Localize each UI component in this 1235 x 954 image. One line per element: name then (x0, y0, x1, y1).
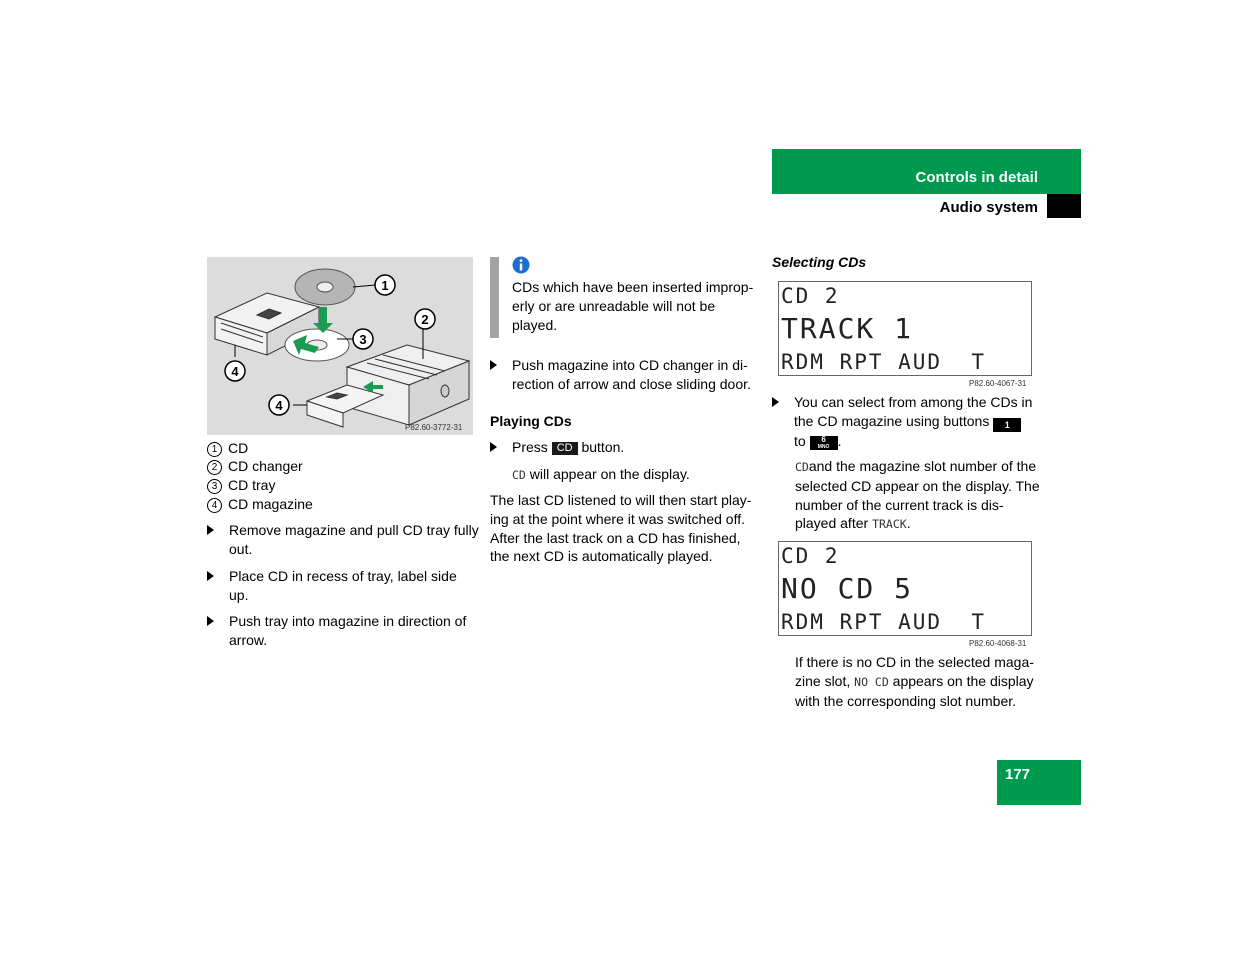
page-number: 177 (1005, 766, 1031, 783)
step-text: arrow. (229, 631, 268, 648)
legend-label: CD changer (228, 458, 303, 474)
info-text (512, 278, 762, 334)
para-line: After the last track on a CD has finished, (490, 529, 741, 546)
legend-label: CD tray (228, 477, 276, 493)
selecting-cds-heading: Selecting CDs (772, 254, 867, 270)
playing-paragraph (490, 491, 762, 566)
cd-disc-drawing (295, 269, 355, 305)
bullet-arrow-icon (207, 616, 214, 626)
step-push-tray (207, 612, 499, 650)
step-text: to (794, 432, 806, 449)
step-text: button. (581, 439, 625, 455)
info-sidebar (490, 257, 499, 338)
para-line: number of the current track is dis- (795, 496, 1004, 513)
selection-paragraph: CDand the magazine slot number of the selected CD appear on the display. The number of the current track is dis- played after TRACK. (795, 457, 1045, 534)
callout-2: 2 (421, 312, 429, 327)
display-code: NO CD (854, 674, 889, 689)
step-text: rection of arrow and close sliding door. (512, 375, 751, 392)
legend-number: 1 (207, 442, 222, 457)
legend-label: CD magazine (228, 496, 313, 512)
figure-code: P82.60-3772-31 (405, 423, 463, 432)
para-line: and the magazine slot number of the (808, 458, 1037, 474)
step-text: You can select from among the CDs in (794, 394, 1033, 410)
step-text: Remove magazine and pull CD tray fully (229, 522, 479, 538)
para-line: played after (795, 515, 869, 532)
subsection-marker (1047, 194, 1081, 218)
step-text: out. (229, 540, 253, 557)
section-title: Controls in detail (915, 169, 1038, 186)
cd-button-key: CD (552, 442, 578, 455)
button-1-key: 1 (993, 418, 1021, 432)
legend-item (207, 457, 303, 476)
bullet-arrow-icon (490, 360, 497, 370)
button-6-key (810, 436, 838, 450)
legend-item (207, 495, 313, 514)
callout-4: 4 (231, 364, 239, 379)
legend-item (207, 476, 275, 495)
callout-1: 1 (381, 278, 389, 293)
step-remove-magazine (207, 521, 499, 559)
key-letters: MNO (817, 443, 830, 450)
bullet-arrow-icon (207, 571, 214, 581)
page-number-box (997, 760, 1081, 805)
legend-label: CD (228, 440, 249, 456)
section-header-bar (772, 149, 1081, 194)
info-line: CDs which have been inserted improp- (512, 279, 754, 295)
lcd-line-1: CD 2 (781, 284, 840, 308)
display-note (512, 465, 690, 485)
lcd-line-2: NO CD 5 (781, 572, 914, 605)
bullet-arrow-icon (490, 442, 497, 452)
lcd-display-track (778, 281, 1032, 376)
step-push-magazine (490, 356, 782, 394)
para-line: If there is no CD in the selected maga- (795, 654, 1034, 670)
figure-code: P82.60-4068-31 (969, 639, 1027, 648)
callout-3: 3 (359, 332, 367, 347)
lcd-line-3: RDM RPT AUD T (781, 350, 987, 374)
step-text: Press (512, 439, 548, 455)
no-cd-paragraph (795, 653, 1045, 710)
bullet-arrow-icon (207, 525, 214, 535)
para-line: zine slot, (795, 672, 851, 689)
display-code: TRACK (872, 517, 907, 532)
lcd-line-1: CD 2 (781, 544, 840, 568)
lcd-display-no-cd (778, 541, 1032, 636)
legend-number: 3 (207, 479, 222, 494)
para-line: ing at the point where it was switched off. (490, 510, 745, 527)
display-code: CD (795, 460, 809, 474)
callout-4b: 4 (275, 398, 283, 413)
subsection-title: Audio system (939, 199, 1038, 216)
para-line: with the corresponding slot number. (795, 692, 1017, 709)
key-digit: 6 (821, 434, 826, 444)
info-icon (512, 256, 530, 274)
para-line: appears on the display (892, 672, 1034, 689)
step-select-cd: You can select from among the CDs in the CD magazine using buttons 1 to 6 MNO . (772, 393, 1062, 451)
step-place-cd (207, 567, 499, 605)
legend-item (207, 439, 248, 458)
step-text: Push magazine into CD changer in di- (512, 357, 748, 373)
playing-cds-heading: Playing CDs (490, 413, 572, 429)
step-press-cd (490, 438, 782, 457)
info-line: played. (512, 316, 558, 333)
display-text: will appear on the display. (529, 466, 690, 482)
bullet-arrow-icon (772, 397, 779, 407)
cd-changer-unit-drawing (347, 345, 469, 425)
para-line: The last CD listened to will then start play- (490, 492, 752, 508)
cd-changer-drawing (207, 257, 473, 435)
cd-tray-drawing (285, 329, 349, 361)
display-code: CD (512, 468, 526, 482)
step-text: up. (229, 586, 249, 603)
step-text: Place CD in recess of tray, label side (229, 568, 457, 584)
step-text: Push tray into magazine in direction of (229, 613, 467, 629)
cd-changer-illustration (207, 257, 473, 435)
lcd-line-3: RDM RPT AUD T (781, 610, 987, 634)
lcd-line-2: TRACK 1 (781, 312, 914, 345)
figure-code: P82.60-4067-31 (969, 379, 1027, 388)
legend-number: 2 (207, 460, 222, 475)
para-line: selected CD appear on the display. The (795, 477, 1040, 494)
info-line: erly or are unreadable will not be (512, 297, 716, 314)
legend-number: 4 (207, 498, 222, 513)
step-text: the CD magazine using buttons (794, 412, 990, 429)
para-line: the next CD is automatically played. (490, 548, 713, 565)
